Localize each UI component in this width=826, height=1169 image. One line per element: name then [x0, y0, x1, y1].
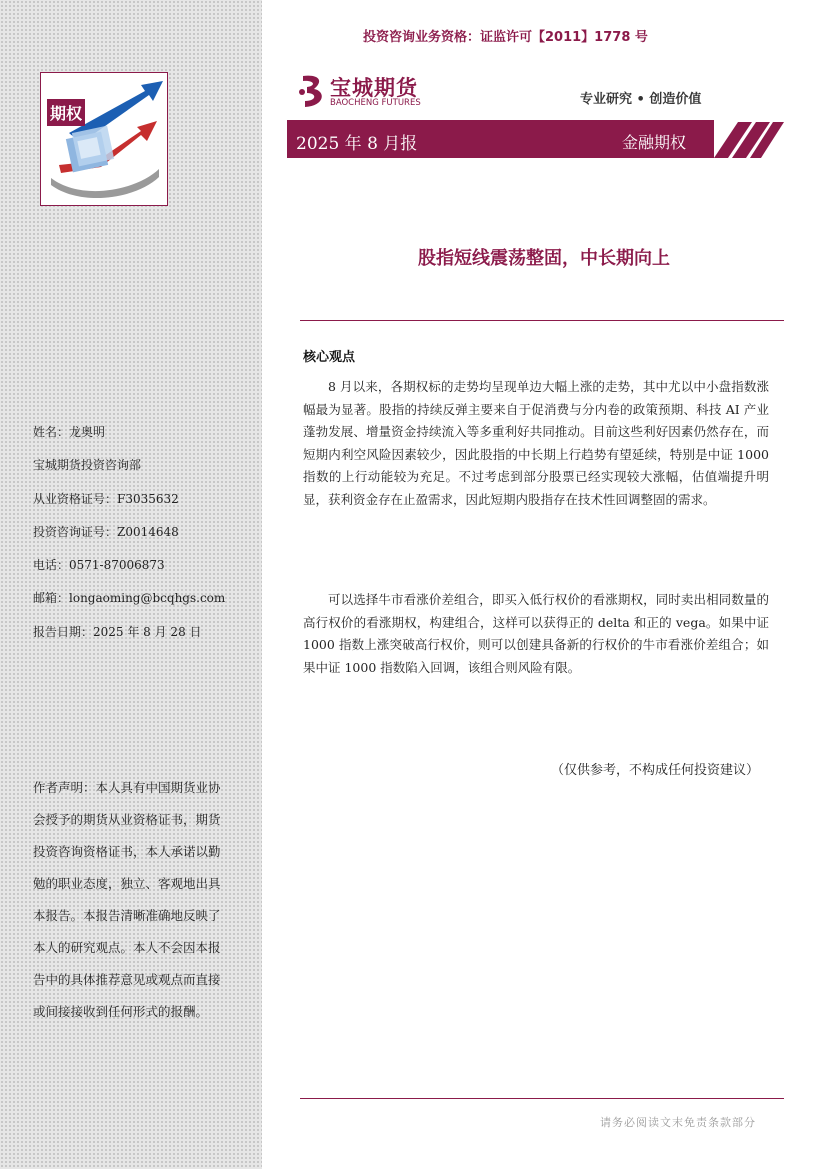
consult-license-number: 投资咨询证号：Z0014648 [33, 524, 179, 539]
logo-english: BAOCHENG FUTURES [330, 98, 421, 108]
cover-label: 期权 [47, 99, 85, 126]
email: 邮箱：longaoming@bcqhgs.com [33, 591, 226, 606]
core-view-paragraph-2: 可以选择牛市看涨价差组合，即买入低行权价的看涨期权，同时卖出相同数量的高行权价的看涨期权，构建组合，这样可以获得正的 delta 和正的 vega。如果中证 1000 指数上涨突破高行权价，则可以创建具备新的行权价的牛市看涨价差组合；如果中证 1000 指数陷入回调，该组合则风险有限。 [303, 592, 769, 675]
cover-image [40, 72, 168, 206]
phone: 电话：0571-87006873 [33, 558, 165, 573]
license-line: 投资咨询业务资格：证监许可【2011】1778 号 [363, 30, 648, 45]
slogan: 专业研究 • 创造价值 [580, 92, 702, 107]
footer-divider [300, 1098, 784, 1099]
author-name: 姓名：龙奥明 [33, 425, 106, 439]
investment-note: （仅供参考，不构成任何投资建议） [550, 763, 759, 778]
logo-text: 宝城期货 [330, 76, 418, 100]
company-logo [297, 72, 437, 112]
rising-arrow-graphic [41, 73, 167, 205]
author-department: 宝城期货投资咨询部 [33, 458, 142, 473]
report-title: 股指短线震荡整固，中长期向上 [418, 248, 670, 269]
report-date: 报告日期：2025 年 8 月 28 日 [33, 624, 202, 639]
title-divider [300, 320, 784, 321]
report-period: 2025 年 8 月报 [296, 134, 418, 154]
logo-mark-icon [297, 72, 327, 110]
author-info [33, 424, 253, 657]
section-heading: 核心观点 [303, 350, 356, 365]
qualification-number: 从业资格证号：F3035632 [33, 491, 179, 506]
sidebar [0, 0, 262, 1169]
footer-disclaimer-link: 请务必阅读文末免责条款部分 [600, 1116, 756, 1129]
report-category: 金融期权 [622, 133, 687, 152]
core-view-paragraph-1: 8 月以来，各期权标的走势均呈现单边大幅上涨的走势，其中尤以中小盘指数涨幅最为显著。股指的持续反弹主要来自于促消费与分内卷的政策预期、科技 AI 产业蓬勃发展、增量资金持续流入等多重利好共同推动。目前这些利好因素仍然存在，而短期内利空风险因素较少，因此股指的中长期上行趋势有望延续，特别是中证 1000 指数的上行动能较为充足。不过考虑到部分股票已经实现较大涨幅，估值端提升明显，获利资金存在止盈需求，因此短期内股指存在技术性回调整固的需求。 [303, 379, 769, 507]
author-disclaimer: 作者声明：本人具有中国期货业协会授予的期货从业资格证书，期货投资咨询资格证书，本人承诺以勤勉的职业态度，独立、客观地出具本报告。本报告清晰准确地反映了本人的研究观点。本人不会因本报告中的具体推荐意见或观点而直接或间接接收到任何形式的报酬。 [33, 780, 221, 1019]
